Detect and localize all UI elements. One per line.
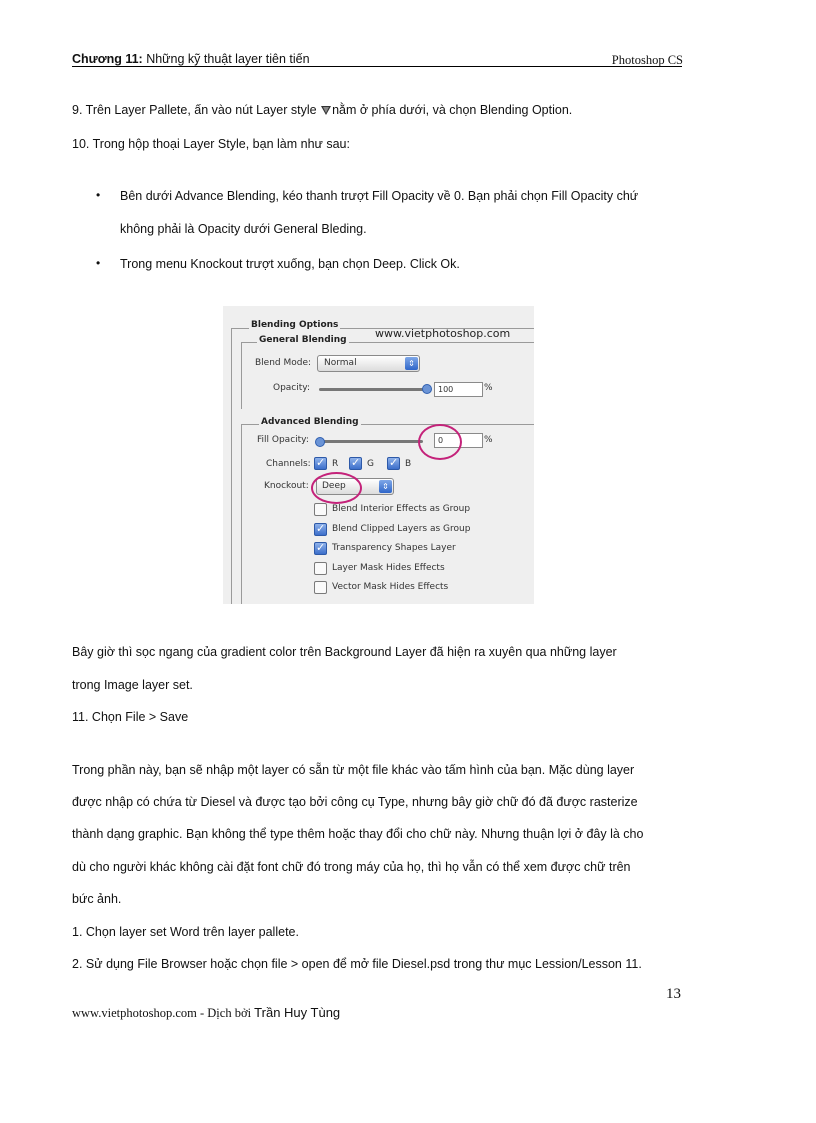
option-checkbox-0[interactable] [314, 503, 327, 516]
opacity-label: Opacity: [273, 383, 310, 393]
step-9-text-a: 9. Trên Layer Pallete, ấn vào nút Layer style [72, 103, 321, 117]
chapter-number: Chương 11: [72, 52, 143, 66]
bullet-dot: • [96, 256, 101, 270]
step-2: 2. Sử dụng File Browser hoặc chọn file > open để mở file Diesel.psd trong thư mục Lession/Lesson 11. [72, 957, 642, 971]
footer-site: www.vietphotoshop.com - Dịch bởi [72, 1006, 255, 1020]
footer-translator: Trần Huy Tùng [254, 1005, 341, 1020]
select-arrow-icon: ⇕ [379, 480, 392, 493]
para-1-line-1: Bây giờ thì sọc ngang của gradient color trên Background Layer đã hiện ra xuyên qua những layer [72, 645, 617, 659]
book-title: Photoshop CS [611, 53, 683, 67]
bullet-1-line-2: không phải là Opacity dưới General Bleding. [120, 222, 367, 236]
option-label-4: Vector Mask Hides Effects [332, 582, 449, 592]
blending-options-screenshot [223, 306, 534, 604]
opacity-percent: % [484, 383, 493, 393]
fill-opacity-slider[interactable] [319, 440, 423, 443]
option-checkbox-4[interactable] [314, 581, 327, 594]
opacity-slider-knob[interactable] [422, 384, 432, 394]
para-2-line-5: bức ảnh. [72, 892, 122, 906]
bullet-2: Trong menu Knockout trượt xuống, bạn chọn Deep. Click Ok. [120, 257, 460, 271]
fill-opacity-slider-knob[interactable] [315, 437, 325, 447]
step-1: 1. Chọn layer set Word trên layer pallete. [72, 925, 299, 939]
channel-r-checkbox[interactable] [314, 457, 327, 470]
knockout-value: Deep [322, 481, 346, 491]
para-2-line-4: dù cho người khác không cài đặt font chữ đó trong máy của họ, thì họ vẫn có thể xem được chữ trên [72, 860, 631, 874]
option-checkbox-1[interactable] [314, 523, 327, 536]
chapter-title: Những kỹ thuật layer tiên tiến [142, 52, 310, 66]
blend-mode-value: Normal [324, 358, 357, 368]
opacity-field[interactable]: 100 [434, 382, 483, 397]
opacity-slider[interactable] [319, 388, 429, 391]
advanced-blending-title: Advanced Blending [261, 417, 359, 427]
step-10: 10. Trong hộp thoại Layer Style, bạn làm như sau: [72, 137, 350, 151]
option-label-3: Layer Mask Hides Effects [332, 563, 445, 573]
step-9-text-b: nằm ở phía dưới, và chọn Blending Option. [332, 103, 573, 117]
knockout-highlight [311, 472, 362, 504]
bullet-dot: • [96, 188, 101, 202]
step-9 [72, 103, 572, 117]
fill-opacity-label: Fill Opacity: [257, 435, 309, 445]
para-1-line-2: trong Image layer set. [72, 678, 193, 692]
chapter-header [72, 52, 310, 66]
channel-b-label: B [405, 459, 412, 469]
fill-opacity-field[interactable]: 0 [434, 433, 483, 448]
blend-mode-label: Blend Mode: [255, 358, 312, 368]
blend-mode-select[interactable] [317, 355, 420, 372]
select-arrow-icon: ⇕ [405, 357, 418, 370]
option-checkbox-3[interactable] [314, 562, 327, 575]
page-number: 13 [666, 986, 681, 1002]
para-2-line-2: được nhập có chứa từ Diesel và được tạo bởi công cụ Type, nhưng bây giờ chữ đó đã được rasterize [72, 795, 638, 809]
channel-b-checkbox[interactable] [387, 457, 400, 470]
header-rule [72, 66, 682, 67]
option-label-2: Transparency Shapes Layer [332, 543, 456, 553]
channel-r-label: R [332, 459, 339, 469]
fill-opacity-percent: % [484, 435, 493, 445]
knockout-label: Knockout: [264, 481, 309, 491]
advanced-frame [241, 424, 534, 604]
option-checkbox-2[interactable] [314, 542, 327, 555]
step-11: 11. Chọn File > Save [72, 710, 189, 724]
channel-g-checkbox[interactable] [349, 457, 362, 470]
para-2-line-1: Trong phần này, bạn sẽ nhập một layer có sẵn từ một file khác vào tấm hình của bạn. Mặc dùng layer [72, 763, 635, 777]
option-label-1: Blend Clipped Layers as Group [332, 524, 471, 534]
general-blending-title: General Blending [259, 335, 347, 345]
bullet-1-line-1: Bên dưới Advance Blending, kéo thanh trượt Fill Opacity về 0. Bạn phải chọn Fill Opacity chứ [120, 189, 639, 203]
watermark-text: www.vietphotoshop.com [375, 327, 511, 340]
option-label-0: Blend Interior Effects as Group [332, 504, 471, 514]
layer-style-icon [320, 104, 332, 116]
footer [72, 1005, 340, 1021]
general-frame [241, 342, 534, 409]
fill-opacity-highlight [418, 424, 462, 460]
para-2-line-3: thành dạng graphic. Bạn không thể type thêm hoặc thay đổi cho chữ này. Nhưng thuận lợi ở đây là cho [72, 827, 644, 841]
channel-g-label: G [367, 459, 374, 469]
blending-options-title: Blending Options [251, 320, 339, 330]
channels-label: Channels: [266, 459, 311, 469]
